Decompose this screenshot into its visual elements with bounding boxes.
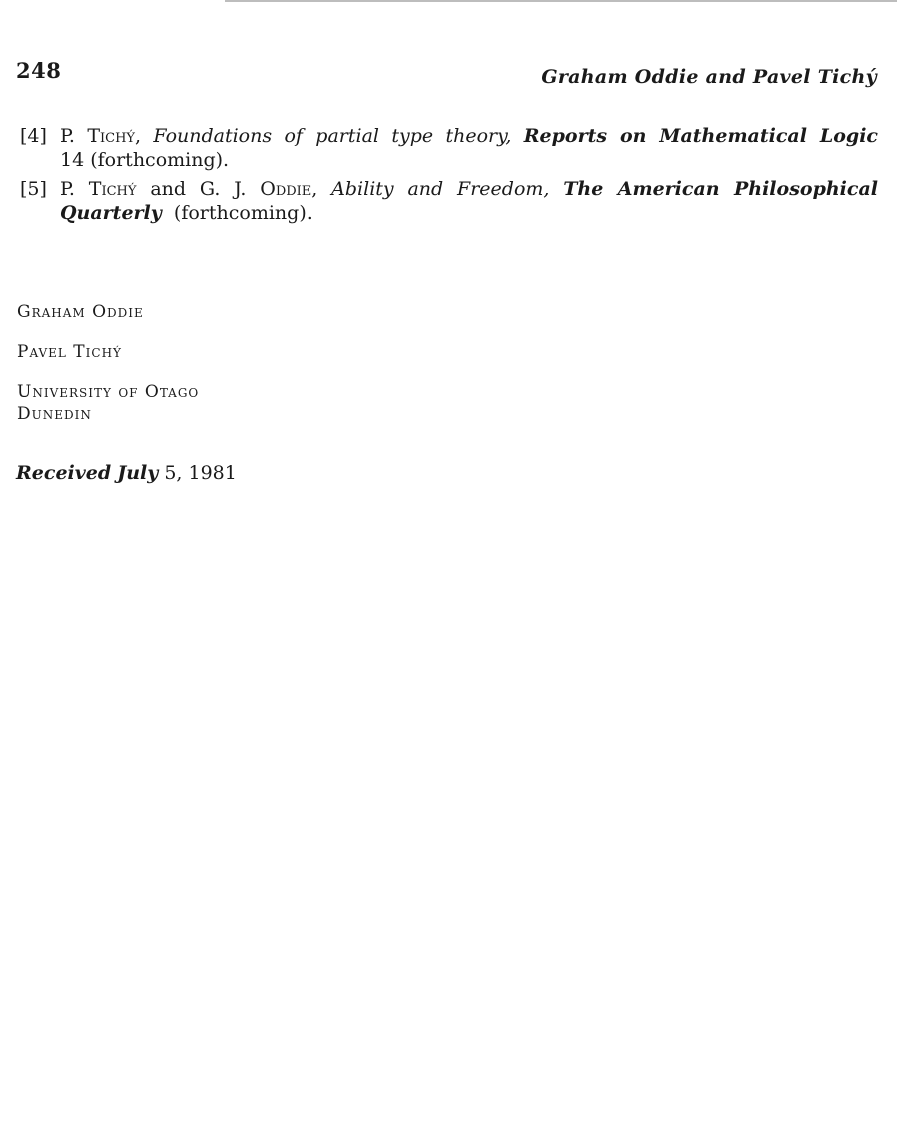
reference-status: (forthcoming).	[173, 202, 313, 224]
received-day-year: 5, 1981	[164, 462, 237, 484]
reference-author: P. Tichý	[60, 178, 137, 200]
page-number: 248	[16, 58, 62, 83]
address-name: Pavel Tichý	[17, 342, 122, 362]
reference-line	[60, 201, 878, 225]
running-head: Graham Oddie and Pavel Tichý	[541, 66, 877, 88]
reference-author: G. J. Oddie,	[199, 178, 318, 200]
address-institution: University of Otago	[17, 382, 200, 402]
address-name: Graham Oddie	[17, 302, 144, 322]
reference-author: P. Tichý,	[60, 125, 142, 147]
reference-conjunction: and	[150, 178, 187, 200]
reference-number: [4]	[20, 125, 47, 147]
reference-5	[20, 177, 878, 225]
address-city: Dunedin	[17, 404, 92, 424]
reference-title: Ability and Freedom,	[331, 178, 550, 200]
reference-line	[60, 177, 878, 201]
reference-line	[60, 148, 878, 172]
received-month: July	[117, 462, 159, 484]
reference-journal: The American Philosophical	[563, 178, 878, 200]
reference-volume: 14 (forthcoming).	[60, 149, 230, 171]
reference-4	[20, 124, 878, 172]
reference-line	[60, 124, 878, 148]
reference-title: Foundations of partial type theory,	[153, 125, 512, 147]
top-rule	[225, 0, 897, 2]
reference-journal: Reports on Mathematical Logic	[523, 125, 878, 147]
reference-journal: Quarterly	[60, 202, 162, 224]
reference-number: [5]	[20, 178, 47, 200]
references-list	[20, 124, 878, 230]
received-date	[16, 462, 237, 484]
received-label: Received	[16, 462, 112, 484]
author-address	[17, 301, 199, 425]
